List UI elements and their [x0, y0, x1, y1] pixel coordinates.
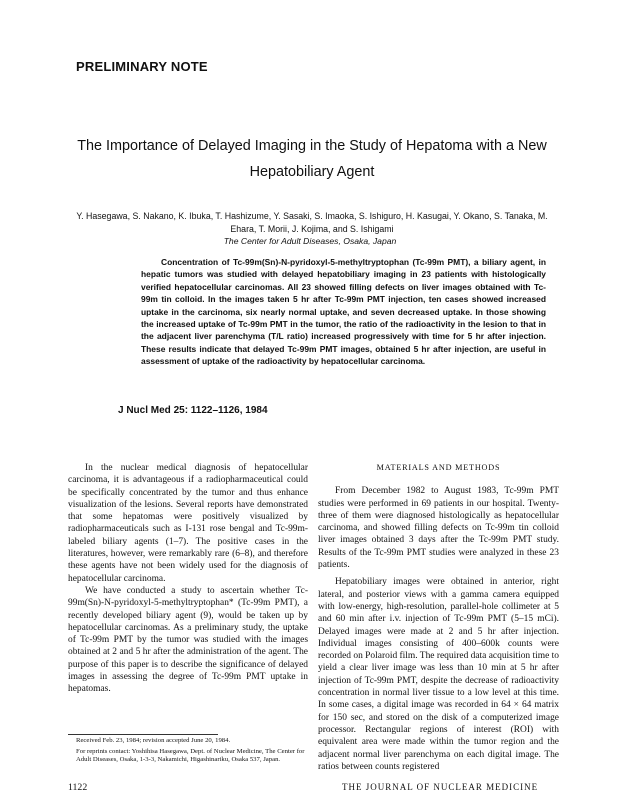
- abstract: Concentration of Tc-99m(Sn)-N-pyridoxyl-5-methyltryptophan (Tc-99m PMT), a biliary agent, in hepatic tumors was studied with delayed hepatobiliary imaging in 23 patients with histologically verified hepatocellular carcinomas. All 23 showed filling defects on liver images obtained with Tc-99m tin colloid. In the images taken 5 hr after Tc-99m PMT injection, ten cases showed increased uptake in the carcinoma, six nearly normal uptake, and seven decreased uptake. In those showing the increased uptake of Tc-99m PMT in the tumor, the ratio of the radioactivity in the lesion to that in the adjacent liver parenchyma (T/L ratio) increased progressively with time for 5 hr after injection. These results indicate that delayed Tc-99m PMT images, obtained 5 hr after injection, are useful in assessment of uptake of the radioactivity by hepatocellular carcinoma.: [141, 257, 546, 367]
- intro-paragraph-2: We have conducted a study to ascertain whether Tc-99m(Sn)-N-pyridoxyl-5-methyltryptophan* (Tc-99m PMT), a recently developed biliary agent (9), would be taken up by hepatocellular carcinomas. As a preliminary study, the uptake of Tc-99m PMT by the tumor was studied with the images obtained at 2 and 5 hr after the administration of the agent. The purpose of this paper is to describe the significance of delayed images in assessing the degree of Tc-99m PMT uptake in hepatomas.: [68, 585, 308, 695]
- citation: J Nucl Med 25: 1122–1126, 1984: [118, 405, 268, 416]
- article-title: The Importance of Delayed Imaging in the Study of Hepatoma with a New Hepatobiliary Agent: [77, 138, 547, 180]
- affiliation: The Center for Adult Diseases, Osaka, Japan: [223, 236, 397, 246]
- footnote-divider: [68, 734, 218, 735]
- methods-paragraph-1: From December 1982 to August 1983, Tc-99m PMT studies were performed in 69 patients in our hospital. Twenty-three of them were diagnosed histologically as hepatocellular carcinoma, and showed filling defects on Tc-99m tin colloid liver images obtained 3 days after the Tc-99m PMT study. Results of the Tc-99m PMT studies were analyzed in these 23 patients.: [318, 486, 559, 571]
- author-list: Y. Hasegawa, S. Nakano, K. Ibuka, T. Hashizume, Y. Sasaki, S. Imaoka, S. Ishiguro, H. Kasugai, Y. Okano, S. Tanaka, M. Ehara, T. Morii, J. Kojima, and S. Ishigami: [76, 211, 548, 234]
- intro-paragraph-1: In the nuclear medical diagnosis of hepatocellular carcinoma, it is advantageous if a radiopharmaceutical could be specifically concentrated by the tumor and thus enhance visualization of the lesions. Several reports have demonstrated that some hepatomas were positively visualized by radiopharmaceuticals such as I-131 rose bengal and Tc-99m-labeled biliary agents (1–7). The positive cases in the literatures, however, were remarkably rare (6–8), and therefore these agents have not been widely used for the diagnosis of hepatocellular carcinoma.: [68, 463, 308, 584]
- reprints-footnote: For reprints contact: Yoshihisa Hasegawa, Dept. of Nuclear Medicine, The Center for Adult Diseases, Osaka, 1-3-3, Nakamichi, Higashinariku, Osaka 537, Japan.: [76, 747, 305, 763]
- introduction-column: [68, 462, 308, 696]
- section-heading-methods: MATERIALS AND METHODS: [376, 463, 501, 472]
- received-footnote: Received Feb. 23, 1984; revision accepted June 20, 1984.: [76, 737, 231, 744]
- footnotes: [68, 737, 308, 767]
- page-number: 1122: [68, 782, 88, 793]
- journal-name: THE JOURNAL OF NUCLEAR MEDICINE: [342, 782, 539, 792]
- methods-paragraph-2: Hepatobiliary images were obtained in anterior, right lateral, and posterior views with a gamma camera equipped with low-energy, high-resolution, parallel-hole collimeter at 5 and 60 min after i.v. injection of Tc-99m PMT (5–15 mCi). Delayed images were made at 2 and 5 hr after injection. Individual images consisting of 400–600k counts were recorded on Polaroid film. The required data acquisition time to yield a clear liver image was less than 10 min at 5 hr after injection of Tc-99m PMT, despite the decrease of radioactivity concentration in normal liver tissue to a low level at this time. In some cases, a digital image was recorded in 64 × 64 matrix for 150 sec, and stored on the disk of a computerized image processor. Rectangular regions of interest (ROI) with equivalent area were made within the tumor region and the adjacent normal liver parenchyma on each digital image. The ratios between counts registered: [318, 577, 559, 772]
- methods-column: [318, 462, 559, 778]
- section-label: PRELIMINARY NOTE: [76, 59, 208, 74]
